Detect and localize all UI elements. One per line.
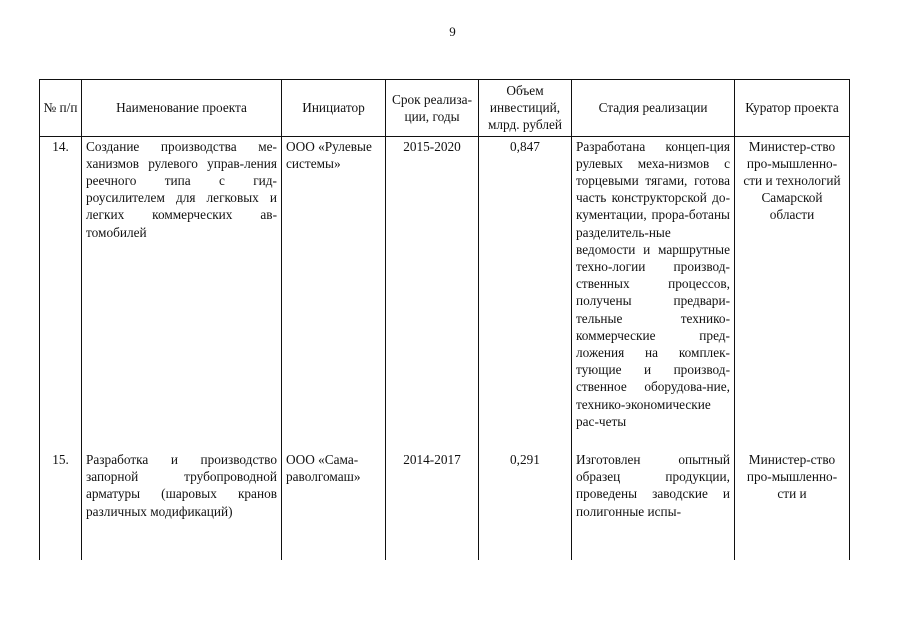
page-number: 9: [449, 24, 456, 39]
row-term: 2015-2020: [386, 136, 479, 430]
row-initiator: ООО «Сама-раволгомаш»: [282, 450, 386, 560]
header-initiator: Инициатор: [282, 80, 386, 137]
row-project-name: Разработка и производство запорной трубопроводной арматуры (шаровых кранов различных модификаций): [82, 450, 282, 560]
row-stage: Разработана концеп-ция рулевых меха-низмов с торцевыми тягами, готова часть конструкторской до-кументации, прора-ботаны разделитель-ные ведомости и маршрутные техно-логии производ-ственных процессов, получены предвари-тельные технико-коммерческие пред-ложения на комплек-тующие и производ-ственное оборудова-ние, технико-экономические рас-четы: [572, 136, 735, 430]
row-project-name: Создание производства ме-ханизмов рулевого управ-ления реечного типа с гид-роусилителем для легковых и легких коммерческих ав-томобилей: [82, 136, 282, 430]
table-row: [40, 450, 850, 560]
row-spacer: [40, 430, 850, 450]
row-num: 15.: [40, 450, 82, 560]
table-row: [40, 136, 850, 430]
row-curator: Министер-ство про-мышленно-сти и: [735, 450, 850, 560]
row-investment: 0,291: [479, 450, 572, 560]
row-num: 14.: [40, 136, 82, 430]
header-investment: Объем инвестиций, млрд. рублей: [479, 80, 572, 137]
row-term: 2014-2017: [386, 450, 479, 560]
header-num: № п/п: [40, 80, 82, 137]
table-header-row: [40, 80, 850, 137]
row-initiator: ООО «Рулевые системы»: [282, 136, 386, 430]
header-curator: Куратор проекта: [735, 80, 850, 137]
row-investment: 0,847: [479, 136, 572, 430]
header-stage: Стадия реализации: [572, 80, 735, 137]
row-curator: Министер-ство про-мышленно-сти и технологий Самарской области: [735, 136, 850, 430]
projects-table: [39, 79, 850, 560]
row-stage: Изготовлен опытный образец продукции, проведены заводские и полигонные испы-: [572, 450, 735, 560]
header-project-name: Наименование проекта: [82, 80, 282, 137]
header-term: Срок реализа-ции, годы: [386, 80, 479, 137]
